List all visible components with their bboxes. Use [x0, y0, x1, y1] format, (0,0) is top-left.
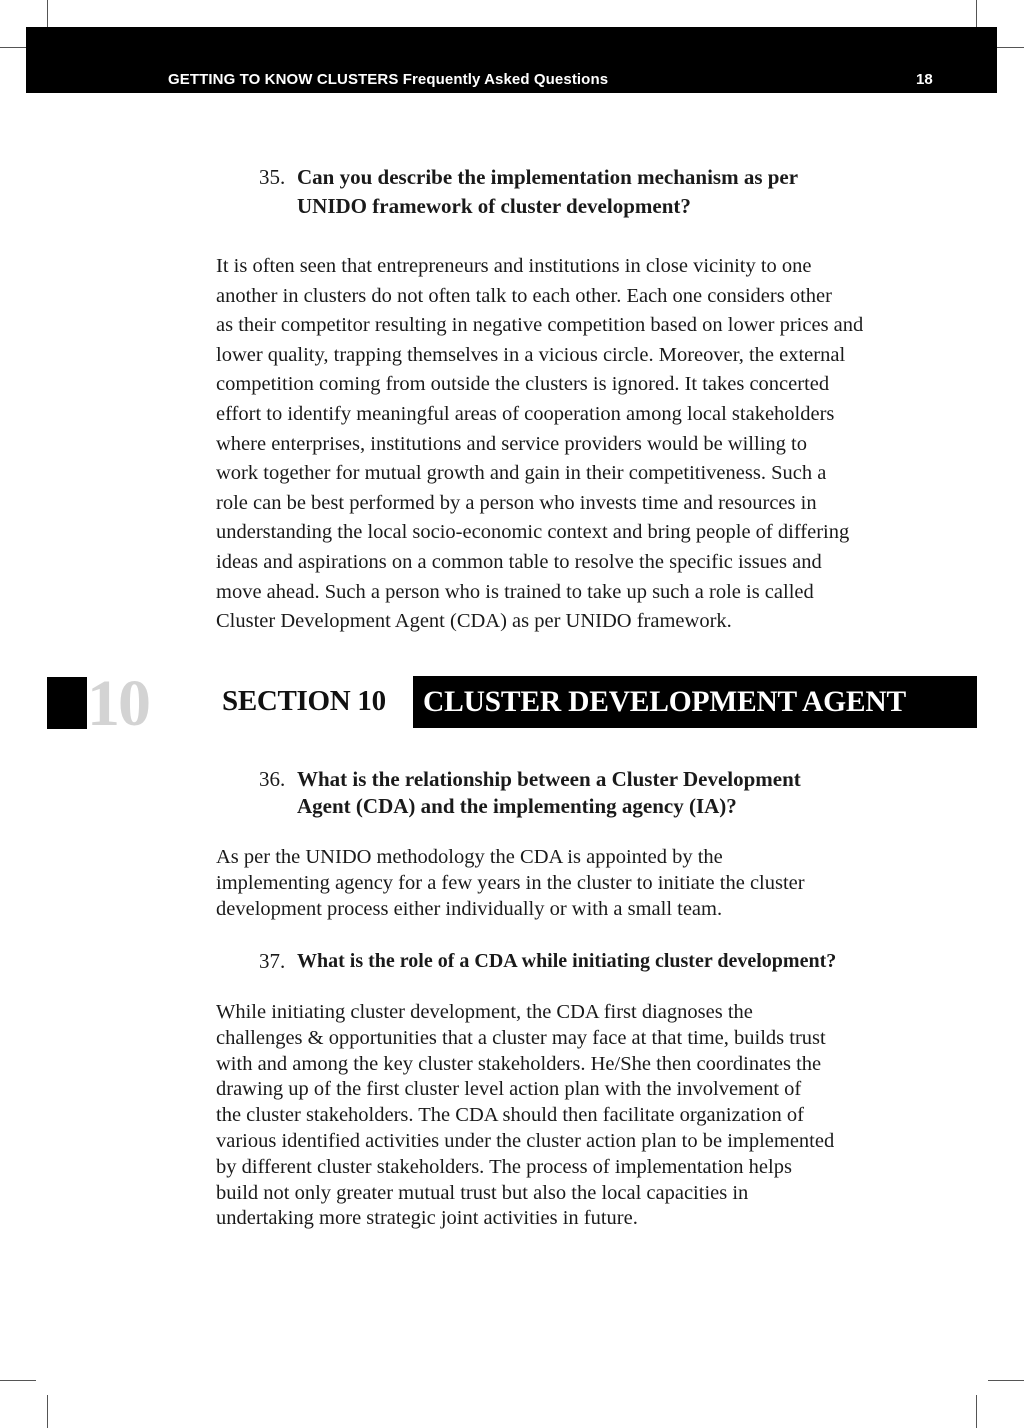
crop-mark: [47, 1395, 48, 1428]
answer-line: lower quality, trapping themselves in a vicious circle. Moreover, the external: [216, 343, 846, 366]
crop-mark: [0, 1380, 36, 1381]
answer-line: challenges & opportunities that a cluster may face at that time, builds trust: [216, 1026, 826, 1049]
answer-line: competition coming from outside the clusters is ignored. It takes concerted: [216, 373, 830, 396]
answer-line: move ahead. Such a person who is trained to take up such a role is called: [216, 580, 814, 603]
question-number: 36.: [259, 767, 286, 791]
answer-line: It is often seen that entrepreneurs and institutions in close vicinity to one: [216, 255, 812, 277]
section-marker: [47, 677, 87, 729]
answer-line: as their competitor resulting in negative competition based on lower prices and: [216, 314, 864, 337]
answer-line: where enterprises, institutions and service providers would be willing to: [216, 432, 807, 455]
answer-line: with and among the key cluster stakeholders. He/She then coordinates the: [216, 1052, 822, 1075]
answer-36: [216, 845, 941, 922]
question-35: [259, 163, 939, 221]
answer-line: development process either individually or with a small team.: [216, 897, 723, 920]
question-line: What is the role of a CDA while initiating cluster development?: [297, 950, 837, 972]
answer-line: While initiating cluster development, the CDA first diagnoses the: [216, 1001, 753, 1023]
answer-line: drawing up of the first cluster level action plan with the involvement of: [216, 1078, 802, 1101]
answer-line: build not only greater mutual trust but also the local capacities in: [216, 1181, 749, 1204]
question-line: What is the relationship between a Cluster Development: [297, 767, 801, 791]
answer-line: implementing agency for a few years in the cluster to initiate the cluster: [216, 871, 805, 894]
question-line: Can you describe the implementation mechanism as per: [297, 165, 799, 189]
answer-line: by different cluster stakeholders. The process of implementation helps: [216, 1155, 792, 1178]
section-label: SECTION 10: [222, 685, 386, 717]
answer-line: various identified activities under the cluster action plan to be implemented: [216, 1129, 835, 1152]
answer-35: [216, 252, 941, 637]
answer-line: Cluster Development Agent (CDA) as per UNIDO framework.: [216, 610, 732, 633]
page-number: 18: [916, 71, 933, 88]
question-number: 37.: [259, 949, 286, 973]
answer-37: [216, 1000, 941, 1232]
answer-line: role can be best performed by a person who invests time and resources in: [216, 491, 817, 514]
crop-mark: [988, 1380, 1024, 1381]
answer-line: understanding the local socio-economic context and bring people of differing: [216, 521, 850, 544]
answer-line: ideas and aspirations on a common table to resolve the specific issues and: [216, 550, 822, 573]
question-line: UNIDO framework of cluster development?: [297, 194, 691, 218]
answer-line: As per the UNIDO methodology the CDA is appointed by the: [216, 846, 723, 868]
question-line: Agent (CDA) and the implementing agency (IA)?: [297, 794, 737, 818]
section-big-number: 10: [87, 667, 149, 740]
question-number: 35.: [259, 165, 286, 189]
question-37: [259, 947, 959, 976]
answer-line: work together for mutual growth and gain in their competitiveness. Such a: [216, 462, 827, 485]
answer-line: another in clusters do not often talk to each other. Each one considers other: [216, 284, 832, 307]
section-title: CLUSTER DEVELOPMENT AGENT: [423, 686, 906, 718]
answer-line: undertaking more strategic joint activities in future.: [216, 1207, 638, 1230]
answer-line: effort to identify meaningful areas of cooperation among local stakeholders: [216, 402, 835, 425]
header-title: GETTING TO KNOW CLUSTERS Frequently Asked Questions: [168, 71, 609, 88]
crop-mark: [976, 1395, 977, 1428]
question-36: [259, 766, 939, 820]
answer-line: the cluster stakeholders. The CDA should then facilitate organization of: [216, 1104, 804, 1127]
